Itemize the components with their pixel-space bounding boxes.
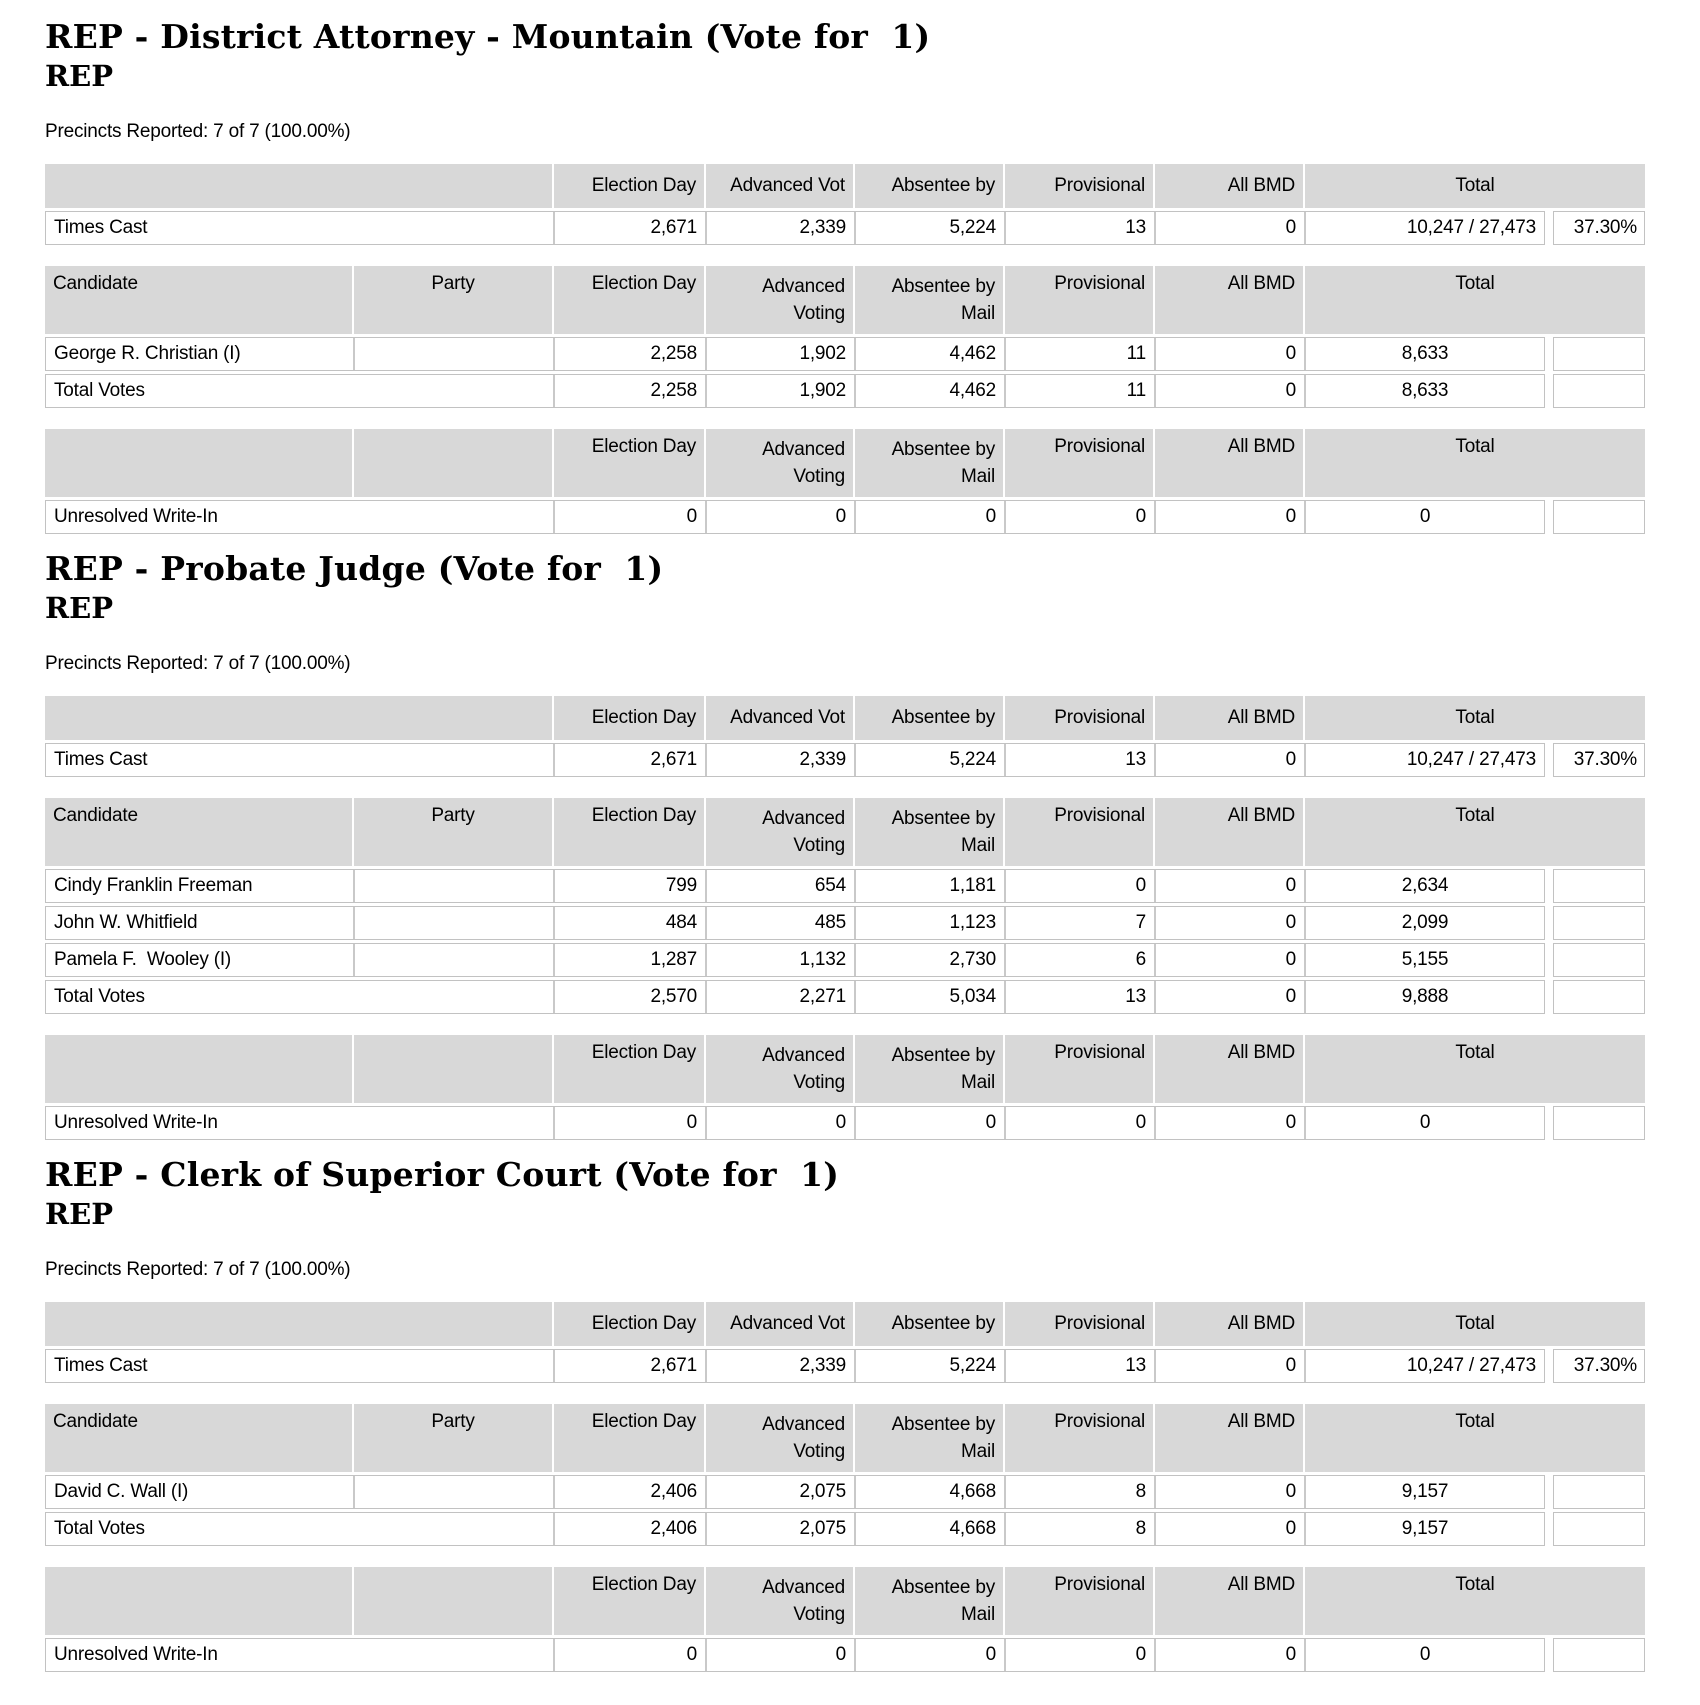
candidate-row (45, 1475, 1645, 1509)
candidate-total: 8,633 (1304, 338, 1544, 370)
row-blank-cell (1553, 1512, 1645, 1546)
header-provisional: Provisional (1003, 1404, 1153, 1472)
unresolved-provisional: 0 (1004, 1639, 1154, 1671)
times-cast-provisional: 13 (1004, 1350, 1154, 1382)
candidate-advanced: 1,132 (705, 944, 854, 976)
candidates-header-row (45, 266, 1645, 334)
header-absentee-by: Absentee by (853, 164, 1003, 208)
unresolved-write-in-row (45, 500, 1645, 534)
header-party: Party (352, 1404, 552, 1472)
header-all-bmd: All BMD (1153, 696, 1303, 740)
total-votes-all-bmd: 0 (1154, 1513, 1304, 1545)
times-cast-total: 10,247 / 27,473 (1304, 212, 1544, 244)
write-in-table (45, 1035, 1645, 1140)
times-cast-provisional: 13 (1004, 212, 1154, 244)
candidate-absentee: 4,668 (854, 1476, 1004, 1508)
total-votes-absentee: 4,462 (854, 375, 1004, 407)
precincts-reported: Precincts Reported: 7 of 7 (100.00%) (45, 121, 351, 142)
header-advanced-voting: Advanced Voting (704, 1404, 853, 1472)
unresolved-absentee: 0 (854, 1107, 1004, 1139)
candidate-provisional: 6 (1004, 944, 1154, 976)
contest-party-subtitle: REP (45, 1197, 114, 1231)
header-absentee-by-mail: Absentee by Mail (853, 266, 1003, 334)
row-blank-cell (1553, 980, 1645, 1014)
candidate-name: John W. Whitfield (54, 912, 198, 933)
header-total: Total (1303, 1404, 1645, 1472)
candidate-row (45, 869, 1645, 903)
header-total: Total (1303, 1035, 1645, 1103)
unresolved-election-day: 0 (553, 1639, 705, 1671)
unresolved-election-day: 0 (553, 1107, 705, 1139)
total-votes-advanced: 2,075 (705, 1513, 854, 1545)
times-cast-header-row (45, 1302, 1645, 1346)
times-cast-advanced: 2,339 (705, 744, 854, 776)
candidate-provisional: 7 (1004, 907, 1154, 939)
candidate-election-day: 2,406 (553, 1476, 705, 1508)
header-provisional: Provisional (1003, 798, 1153, 866)
unresolved-write-in-row (45, 1106, 1645, 1140)
contest-section-district-attorney (45, 16, 1645, 534)
total-votes-total: 9,157 (1304, 1513, 1544, 1545)
header-advanced-voting: Advanced Voting (704, 266, 853, 334)
header-absentee-by: Absentee by (853, 696, 1003, 740)
unresolved-provisional: 0 (1004, 501, 1154, 533)
header-total: Total (1303, 1567, 1645, 1635)
header-blank (45, 1035, 352, 1103)
total-votes-total: 8,633 (1304, 375, 1544, 407)
candidates-header-row (45, 1404, 1645, 1472)
times-cast-all-bmd: 0 (1154, 1350, 1304, 1382)
total-votes-absentee: 4,668 (854, 1513, 1004, 1545)
unresolved-provisional: 0 (1004, 1107, 1154, 1139)
header-provisional: Provisional (1003, 1302, 1153, 1346)
header-blank (45, 696, 552, 740)
write-in-table (45, 429, 1645, 534)
times-cast-turnout-percent: 37.30% (1553, 743, 1645, 777)
contest-title: REP - District Attorney - Mountain (Vote for 1) (45, 17, 931, 56)
total-votes-election-day: 2,406 (553, 1513, 705, 1545)
candidate-advanced: 485 (705, 907, 854, 939)
total-votes-provisional: 8 (1004, 1513, 1154, 1545)
total-votes-advanced: 1,902 (705, 375, 854, 407)
header-all-bmd: All BMD (1153, 266, 1303, 334)
candidate-election-day: 799 (553, 870, 705, 902)
total-votes-row (45, 1512, 1645, 1546)
times-cast-table (45, 1302, 1645, 1383)
candidate-absentee: 1,123 (854, 907, 1004, 939)
row-blank-cell (1553, 374, 1645, 408)
row-blank-cell (1553, 869, 1645, 903)
unresolved-total: 0 (1304, 1107, 1544, 1139)
total-votes-all-bmd: 0 (1154, 375, 1304, 407)
header-advanced-voting: Advanced Voting (704, 429, 853, 497)
unresolved-total: 0 (1304, 1639, 1544, 1671)
header-provisional: Provisional (1003, 429, 1153, 497)
unresolved-absentee: 0 (854, 501, 1004, 533)
times-cast-advanced: 2,339 (705, 1350, 854, 1382)
candidates-table (45, 1404, 1645, 1546)
candidate-name: George R. Christian (I) (54, 343, 241, 364)
unresolved-all-bmd: 0 (1154, 1107, 1304, 1139)
candidate-advanced: 2,075 (705, 1476, 854, 1508)
header-all-bmd: All BMD (1153, 164, 1303, 208)
candidate-election-day: 2,258 (553, 338, 705, 370)
candidate-total: 5,155 (1304, 944, 1544, 976)
candidate-all-bmd: 0 (1154, 870, 1304, 902)
candidate-absentee: 4,462 (854, 338, 1004, 370)
header-provisional: Provisional (1003, 266, 1153, 334)
header-absentee-by-mail: Absentee by Mail (853, 429, 1003, 497)
contest-title: REP - Probate Judge (Vote for 1) (45, 549, 664, 588)
header-absentee-by-mail: Absentee by Mail (853, 1567, 1003, 1635)
unresolved-advanced: 0 (705, 1639, 854, 1671)
header-advanced-vot: Advanced Vot (704, 164, 853, 208)
times-cast-row (45, 211, 1645, 245)
candidate-party (353, 907, 553, 939)
header-total: Total (1303, 266, 1645, 334)
times-cast-total: 10,247 / 27,473 (1304, 1350, 1544, 1382)
times-cast-provisional: 13 (1004, 744, 1154, 776)
candidate-name: David C. Wall (I) (54, 1481, 189, 1502)
total-votes-label: Total Votes (54, 380, 145, 401)
header-election-day: Election Day (552, 798, 704, 866)
header-blank (45, 1302, 552, 1346)
header-blank (352, 1035, 552, 1103)
times-cast-absentee: 5,224 (854, 212, 1004, 244)
unresolved-label: Unresolved Write-In (54, 506, 218, 527)
times-cast-table (45, 164, 1645, 245)
row-blank-cell (1553, 1638, 1645, 1672)
candidate-party (353, 338, 553, 370)
times-cast-row (45, 743, 1645, 777)
times-cast-label: Times Cast (54, 1355, 148, 1376)
candidate-all-bmd: 0 (1154, 338, 1304, 370)
header-absentee-by-mail: Absentee by Mail (853, 1404, 1003, 1472)
times-cast-election-day: 2,671 (553, 744, 705, 776)
unresolved-total: 0 (1304, 501, 1544, 533)
header-election-day: Election Day (552, 266, 704, 334)
candidate-total: 9,157 (1304, 1476, 1544, 1508)
times-cast-turnout-percent: 37.30% (1553, 1349, 1645, 1383)
header-advanced-voting: Advanced Voting (704, 798, 853, 866)
candidate-name: Cindy Franklin Freeman (54, 875, 253, 896)
header-all-bmd: All BMD (1153, 1567, 1303, 1635)
candidate-all-bmd: 0 (1154, 1476, 1304, 1508)
header-election-day: Election Day (552, 1567, 704, 1635)
row-blank-cell (1553, 337, 1645, 371)
precincts-reported: Precincts Reported: 7 of 7 (100.00%) (45, 1259, 351, 1280)
header-all-bmd: All BMD (1153, 429, 1303, 497)
candidate-election-day: 484 (553, 907, 705, 939)
header-blank (45, 1567, 352, 1635)
total-votes-absentee: 5,034 (854, 981, 1004, 1013)
header-total: Total (1303, 1302, 1645, 1346)
row-blank-cell (1553, 500, 1645, 534)
header-all-bmd: All BMD (1153, 1302, 1303, 1346)
candidate-row (45, 337, 1645, 371)
row-blank-cell (1553, 943, 1645, 977)
contest-title: REP - Clerk of Superior Court (Vote for 1) (45, 1155, 840, 1194)
unresolved-all-bmd: 0 (1154, 501, 1304, 533)
candidate-election-day: 1,287 (553, 944, 705, 976)
write-in-header-row (45, 1567, 1645, 1635)
candidate-party (353, 870, 553, 902)
header-election-day: Election Day (552, 696, 704, 740)
times-cast-row (45, 1349, 1645, 1383)
candidate-name: Pamela F. Wooley (I) (54, 949, 232, 970)
contest-section-clerk-superior-court (45, 1154, 1645, 1672)
total-votes-row (45, 980, 1645, 1014)
total-votes-all-bmd: 0 (1154, 981, 1304, 1013)
total-votes-row (45, 374, 1645, 408)
unresolved-label: Unresolved Write-In (54, 1112, 218, 1133)
unresolved-election-day: 0 (553, 501, 705, 533)
candidate-total: 2,634 (1304, 870, 1544, 902)
total-votes-election-day: 2,570 (553, 981, 705, 1013)
header-provisional: Provisional (1003, 696, 1153, 740)
times-cast-label: Times Cast (54, 217, 148, 238)
header-election-day: Election Day (552, 1404, 704, 1472)
header-provisional: Provisional (1003, 1035, 1153, 1103)
contest-section-probate-judge (45, 548, 1645, 1140)
candidates-header-row (45, 798, 1645, 866)
unresolved-advanced: 0 (705, 501, 854, 533)
header-absentee-by-mail: Absentee by Mail (853, 798, 1003, 866)
times-cast-election-day: 2,671 (553, 1350, 705, 1382)
unresolved-all-bmd: 0 (1154, 1639, 1304, 1671)
times-cast-absentee: 5,224 (854, 1350, 1004, 1382)
candidate-advanced: 1,902 (705, 338, 854, 370)
header-total: Total (1303, 798, 1645, 866)
contest-party-subtitle: REP (45, 59, 114, 93)
header-election-day: Election Day (552, 1302, 704, 1346)
total-votes-total: 9,888 (1304, 981, 1544, 1013)
times-cast-all-bmd: 0 (1154, 744, 1304, 776)
header-advanced-voting: Advanced Voting (704, 1567, 853, 1635)
candidate-provisional: 8 (1004, 1476, 1154, 1508)
unresolved-advanced: 0 (705, 1107, 854, 1139)
header-candidate: Candidate (45, 1404, 352, 1472)
header-blank (45, 164, 552, 208)
header-total: Total (1303, 164, 1645, 208)
header-advanced-vot: Advanced Vot (704, 696, 853, 740)
header-advanced-voting: Advanced Voting (704, 1035, 853, 1103)
total-votes-election-day: 2,258 (553, 375, 705, 407)
times-cast-total: 10,247 / 27,473 (1304, 744, 1544, 776)
row-blank-cell (1553, 1106, 1645, 1140)
candidate-row (45, 906, 1645, 940)
header-all-bmd: All BMD (1153, 1404, 1303, 1472)
candidate-absentee: 1,181 (854, 870, 1004, 902)
times-cast-absentee: 5,224 (854, 744, 1004, 776)
times-cast-header-row (45, 164, 1645, 208)
contest-party-subtitle: REP (45, 591, 114, 625)
header-advanced-vot: Advanced Vot (704, 1302, 853, 1346)
total-votes-advanced: 2,271 (705, 981, 854, 1013)
times-cast-advanced: 2,339 (705, 212, 854, 244)
header-election-day: Election Day (552, 429, 704, 497)
header-all-bmd: All BMD (1153, 798, 1303, 866)
header-election-day: Election Day (552, 164, 704, 208)
row-blank-cell (1553, 906, 1645, 940)
candidate-advanced: 654 (705, 870, 854, 902)
candidate-all-bmd: 0 (1154, 907, 1304, 939)
times-cast-label: Times Cast (54, 749, 148, 770)
candidates-table (45, 798, 1645, 1014)
times-cast-election-day: 2,671 (553, 212, 705, 244)
times-cast-table (45, 696, 1645, 777)
unresolved-absentee: 0 (854, 1639, 1004, 1671)
write-in-header-row (45, 1035, 1645, 1103)
times-cast-turnout-percent: 37.30% (1553, 211, 1645, 245)
header-provisional: Provisional (1003, 1567, 1153, 1635)
row-blank-cell (1553, 1475, 1645, 1509)
candidate-provisional: 0 (1004, 870, 1154, 902)
candidate-party (353, 944, 553, 976)
header-all-bmd: All BMD (1153, 1035, 1303, 1103)
header-total: Total (1303, 696, 1645, 740)
total-votes-label: Total Votes (54, 1518, 145, 1539)
total-votes-provisional: 13 (1004, 981, 1154, 1013)
unresolved-write-in-row (45, 1638, 1645, 1672)
candidate-provisional: 11 (1004, 338, 1154, 370)
header-provisional: Provisional (1003, 164, 1153, 208)
header-election-day: Election Day (552, 1035, 704, 1103)
header-party: Party (352, 266, 552, 334)
times-cast-all-bmd: 0 (1154, 212, 1304, 244)
candidate-absentee: 2,730 (854, 944, 1004, 976)
header-candidate: Candidate (45, 798, 352, 866)
unresolved-label: Unresolved Write-In (54, 1644, 218, 1665)
total-votes-provisional: 11 (1004, 375, 1154, 407)
header-blank (352, 1567, 552, 1635)
candidate-row (45, 943, 1645, 977)
header-total: Total (1303, 429, 1645, 497)
precincts-reported: Precincts Reported: 7 of 7 (100.00%) (45, 653, 351, 674)
write-in-table (45, 1567, 1645, 1672)
header-absentee-by: Absentee by (853, 1302, 1003, 1346)
times-cast-header-row (45, 696, 1645, 740)
header-blank (45, 429, 352, 497)
candidate-all-bmd: 0 (1154, 944, 1304, 976)
candidate-party (353, 1476, 553, 1508)
total-votes-label: Total Votes (54, 986, 145, 1007)
header-candidate: Candidate (45, 266, 352, 334)
header-absentee-by-mail: Absentee by Mail (853, 1035, 1003, 1103)
header-party: Party (352, 798, 552, 866)
write-in-header-row (45, 429, 1645, 497)
header-blank (352, 429, 552, 497)
candidates-table (45, 266, 1645, 408)
candidate-total: 2,099 (1304, 907, 1544, 939)
